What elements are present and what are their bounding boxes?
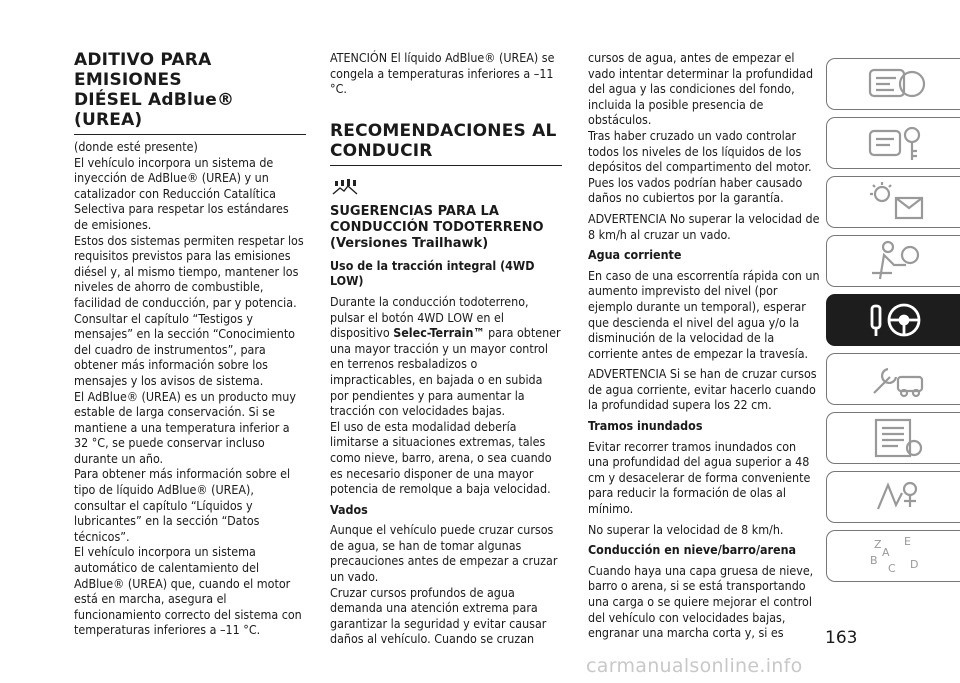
paragraph: El vehículo incorpora un sistema de inyección de AdBlue® (UREA) y un catalizador con Reducción Catalítica Selectiva para respetar los estándares de emisiones.	[74, 154, 289, 232]
column-left	[74, 50, 306, 638]
warning-lights-icon	[866, 180, 928, 224]
subheading-tramos: Tramos inundados	[588, 418, 703, 434]
paragraph: Durante la conducción todoterreno, pulsar el botón 4WD LOW en el dispositivo Selec-Terrain™ para obtener una mayor tracción y un mayor control en terrenos resbaladizos o impracticables, en bajada o en subida por pendientes y para aumentar la tracción con velocidades bajas.	[330, 293, 561, 419]
svg-text:Z: Z	[873, 538, 882, 551]
paragraph: cursos de agua, antes de empezar el vado intentar determinar la profundidad del agua y las condiciones del fondo, incluida la posible presencia de obstáculos.	[588, 50, 814, 128]
tab-driving[interactable]	[826, 294, 960, 346]
paragraph: En caso de una escorrentía rápida con un aumento imprevisto del nivel (por ejemplo durante un temporal), esperar que descienda el nivel del agua y/o la disminución de la velocidad de la corriente antes de empezar la travesía.	[588, 267, 820, 361]
tab-maintenance[interactable]	[826, 353, 960, 405]
tab-key[interactable]	[826, 117, 960, 169]
attention-note: ATENCIÓN El líquido AdBlue® (UREA) se congela a temperaturas inferiores a –11 °C.	[330, 50, 555, 97]
subheading-offroad: SUGERENCIAS PARA LA CONDUCCIÓN TODOTERRENO (Versiones Trailhawk)	[330, 203, 544, 251]
column-right	[588, 50, 820, 641]
steering-key-icon	[866, 298, 928, 342]
warning-note: ADVERTENCIA Si se han de cruzar cursos de agua corriente, evitar hacerlo cuando la profundidad supera los 22 cm.	[588, 366, 817, 413]
tab-index[interactable]	[826, 530, 960, 582]
paragraph: El uso de esta modalidad debería limitarse a situaciones extremas, tales como nieve, barro, arena, o sea cuando es necesario disponer de una mayor potencia de remolque a baja velocidad.	[330, 418, 552, 497]
paragraph: Para obtener más información sobre el tipo de líquido AdBlue® (UREA), consultar el capítulo “Líquidos y lubricantes” en la sección “Datos técnicos”.	[74, 466, 291, 544]
index-icon	[866, 534, 928, 578]
car-dashboard-icon	[866, 62, 928, 106]
subheading-agua: Agua corriente	[588, 247, 682, 263]
page-number: 163	[825, 628, 858, 648]
paragraph: Estos dos sistemas permiten respetar los requisitos previstos para las emisiones diésel y, al mismo tiempo, mantener los niveles de ahorro de combustible, facilidad de conducción, par y potencia. Consultar el capítulo “Testigos y mensajes” en la sección “Conocimiento del cuadro de instrumentos”, para obtener más información sobre los mensajes y los avisos de sistema.	[74, 232, 304, 388]
tab-warning-lights[interactable]	[826, 176, 960, 228]
tab-airbag[interactable]	[826, 235, 960, 287]
wrench-car-icon	[866, 357, 928, 401]
watermark: carmanualsonline.info	[586, 655, 803, 677]
tab-multimedia[interactable]	[826, 471, 960, 523]
multimedia-icon	[866, 475, 928, 519]
paragraph: Aunque el vehículo puede cruzar cursos de agua, se han de tomar algunas precauciones antes de empezar a cruzar un vado.	[330, 522, 558, 585]
paragraph: El AdBlue® (UREA) es un producto muy estable de larga conservación. Si se mantiene a una temperatura inferior a 32 °C, se puede conservar incluso durante un año.	[74, 388, 296, 466]
subheading-vados: Vados	[330, 501, 368, 517]
svg-text:C: C	[887, 562, 896, 575]
svg-text:D: D	[909, 558, 918, 571]
warning-note: ADVERTENCIA No superar la velocidad de 8 km/h al cruzar un vado.	[588, 210, 820, 242]
tab-dashboard[interactable]	[826, 58, 960, 110]
subheading-nieve: Conducción en nieve/barro/arena	[588, 542, 797, 558]
technical-data-icon	[866, 416, 928, 460]
subheading-4wd: Uso de la tracción integral (4WD LOW)	[330, 257, 535, 289]
paragraph: No superar la velocidad de 8 km/h.	[588, 521, 784, 537]
paragraph: (donde esté presente)	[74, 139, 198, 154]
section-heading-adblue: ADITIVO PARA EMISIONES DIÉSEL AdBlue® (UREA)	[74, 50, 306, 135]
paragraph: Evitar recorrer tramos inundados con una profundidad del agua superior a 48 cm y desacelerar de forma conveniente para reducir la formación de olas al mínimo.	[588, 438, 811, 517]
car-key-icon	[866, 121, 928, 165]
svg-text:E: E	[903, 535, 911, 548]
paragraph: Cruzar cursos profundos de agua demanda una atención extrema para garantizar la seguridad y evitar causar daños al vehículo. Cuando se cruzan	[330, 584, 547, 647]
section-heading-driving: RECOMENDACIONES AL CONDUCIR	[330, 121, 562, 166]
airbag-seat-icon	[866, 239, 928, 283]
paragraph: Tras haber cruzado un vado controlar todos los niveles de los líquidos de los depósitos del compartimento del motor. Pues los vados podrían haber causado daños no cubiertos por la garantía.	[588, 127, 812, 206]
offroad-icon	[332, 178, 358, 198]
paragraph: Cuando haya una capa gruesa de nieve, barro o arena, si se está transportando una carga o se quiere mejorar el control del vehículo con velocidades bajas, engranar una marcha corta y, si es	[588, 562, 814, 641]
column-middle	[330, 50, 562, 647]
svg-text:B: B	[869, 554, 878, 567]
tab-technical-data[interactable]	[826, 412, 960, 464]
svg-text:A: A	[881, 546, 890, 559]
paragraph: El vehículo incorpora un sistema automático de calentamiento del AdBlue® (UREA) que, cuando el motor está en marcha, asegura el funcionamiento correcto del sistema con temperaturas inferiores a –11 °C.	[74, 544, 302, 638]
